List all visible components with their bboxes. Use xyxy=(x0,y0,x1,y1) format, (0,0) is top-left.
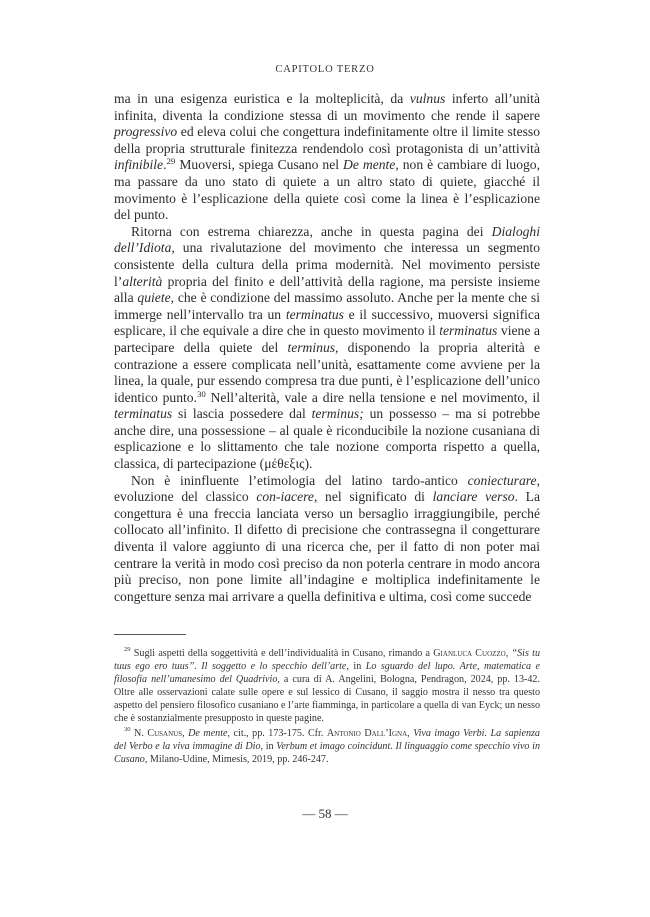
text-run: ed eleva colui che congettura indefinitamente oltre il limite stesso della propria strutturale finitezza rendendolo così protagonista di un’attività xyxy=(114,124,540,156)
text-run: Non è ininfluente l’etimologia del latino tardo-antico xyxy=(131,472,468,488)
text-run: Muoversi, spiega Cusano nel xyxy=(175,157,344,173)
italic-text: terminus; xyxy=(311,406,364,422)
text-run: , non è cambiare di luogo, ma passare da uno stato di quiete a un altro stato di quiete, giacché il movimento è l’esplicazione della quiete così come la linea è l’esplicazione del punto. xyxy=(114,157,540,223)
footnote-marker: 30 xyxy=(124,726,131,734)
footnote xyxy=(114,728,540,767)
text-run: , xyxy=(407,728,414,740)
text-run: Ritorna con estrema chiarezza, anche in questa pagina dei xyxy=(131,223,492,239)
italic-text: infinibile xyxy=(114,157,164,173)
author-name: Antonio Dall’Igna xyxy=(326,728,408,740)
text-run: . xyxy=(163,157,167,173)
text-run: inferto all’unità infinita, diventa la condizione stessa di un movimento che rende il sapere xyxy=(114,91,540,123)
footnote-marker: 30 xyxy=(196,388,206,399)
text-run: , Milano-Udine, Mimesis, 2019, pp. 246-247. xyxy=(144,754,329,766)
text-run: Sugli aspetti della soggettività e dell’individualità in Cusano, rimando a xyxy=(130,648,434,659)
text-run: , xyxy=(182,728,189,740)
italic-text: con-iacere xyxy=(256,489,314,505)
text-run: , a cura di A. Angelini, Bologna, Pendragon, 2024, pp. 13-42. Oltre alle osservazioni calate sulle opere e sul lessico di Cusano, il saggio mostra il nesso tra questo aspetto del pensiero filosofico cusaniano e l’arte fiamminga, in particolare a quella di van Eyck; un nesso che è sostanzialmente presupposto in queste pagine. xyxy=(114,673,541,724)
running-head: CAPITOLO TERZO xyxy=(275,64,375,75)
italic-text: De mente xyxy=(343,157,396,173)
text-run: , in xyxy=(346,660,366,672)
text-run: , nel significato di xyxy=(313,489,433,505)
italic-text: vulnus xyxy=(409,91,446,106)
body-paragraph xyxy=(114,473,540,606)
italic-text: Viva imago Verbi. La sapienza del Verbo e la viva immagine di Dio xyxy=(114,728,540,753)
page-number: — 58 — xyxy=(302,806,348,821)
italic-text: alterità xyxy=(122,273,163,289)
italic-text: terminatus xyxy=(285,306,344,322)
text-run: e il successivo, muoversi significa esplicare, il che equivale a dire che in questo movimento il xyxy=(114,306,540,339)
text-run: un possesso – ma si potrebbe anche dire, una possessione – al quale è riconducibile la nozione cusaniana di esplicazione e lo slittamento che tale nozione comporta rispetto a quella, classica, di partecipazione (μέθεξις). xyxy=(114,406,540,472)
author-name: Cusanus xyxy=(147,728,183,740)
author-name: Gianluca Cuozzo xyxy=(433,648,506,659)
italic-text: quiete xyxy=(137,290,171,306)
body-paragraph xyxy=(114,91,540,224)
text-run: Nell’alterità, vale a dire nella tensione e nel movimento, il xyxy=(205,389,540,405)
text-run: ma in una esigenza euristica e la molteplicità, da xyxy=(114,91,410,106)
italic-text: lanciare verso xyxy=(432,489,515,505)
text-run: viene a partecipare della quiete del xyxy=(114,323,540,355)
text-run: , cit., pp. 173-175. Cfr. xyxy=(227,728,327,740)
italic-text: terminus xyxy=(287,339,336,355)
text-run: , in xyxy=(260,741,277,753)
text-run: , xyxy=(505,648,512,659)
footnote xyxy=(114,648,540,725)
text-run: , una rivalutazione del movimento che interessa un segmento consistente della cultura della prima modernità. Nel movimento persiste l’ xyxy=(114,240,540,289)
italic-text: terminatus xyxy=(439,323,498,339)
text-run: , evoluzione del classico xyxy=(114,472,540,505)
italic-text: terminatus xyxy=(114,406,173,422)
italic-text: Dialoghi dell’Idiota xyxy=(114,223,540,256)
text-run: , disponendo la propria alterità e contrazione a essere complicata nell’unità, esattamente come avviene per la linea, la quale, pur essendo compresa tra due punti, è l’esplicazione dell’unico identico punto. xyxy=(114,339,540,405)
italic-text: progressivo xyxy=(114,124,178,140)
italic-text: coniecturare xyxy=(467,472,537,488)
text-run: propria del finito e dell’attività della ragione, ma persiste insieme alla xyxy=(114,273,540,306)
italic-text: “Sis tu tuus ego ero tuus”. Il soggetto e lo specchio dell’arte xyxy=(114,648,540,672)
text-run: N. xyxy=(130,728,148,740)
body-paragraph xyxy=(114,224,540,473)
text-run: si lascia possedere dal xyxy=(172,406,312,422)
text-run: , che è condizione del massimo assoluto. Anche per la mente che si immerge nell’intervallo tra un xyxy=(114,290,540,322)
footnotes xyxy=(114,648,540,770)
italic-text: De mente xyxy=(188,728,228,740)
footnote-separator xyxy=(114,634,186,635)
footnote-marker: 29 xyxy=(166,156,176,167)
footnote-marker: 29 xyxy=(124,646,131,653)
italic-text: Verbum et imago coincidunt. Il linguaggio come specchio vivo in Cusano xyxy=(114,741,541,766)
italic-text: Lo sguardo del lupo. Arte, matematica e filosofia nell’umanesimo del Quadrivio xyxy=(114,660,541,685)
main-text xyxy=(114,91,540,605)
text-run: . La congettura è una freccia lanciata verso un bersaglio irraggiungibile, perché collocato all’infinito. Il difetto di precisione che contrassegna il congetturare diventa il valore aggiunto di una ricerca che, per il fatto di non poter mai centrare la verità in modo così preciso da non poterla centrare in modo ancora più preciso, non pone limite all’indagine e moltiplica indefinitamente le congetture senza mai arrivare a quella definitiva e ultima, così come succede xyxy=(114,489,540,604)
